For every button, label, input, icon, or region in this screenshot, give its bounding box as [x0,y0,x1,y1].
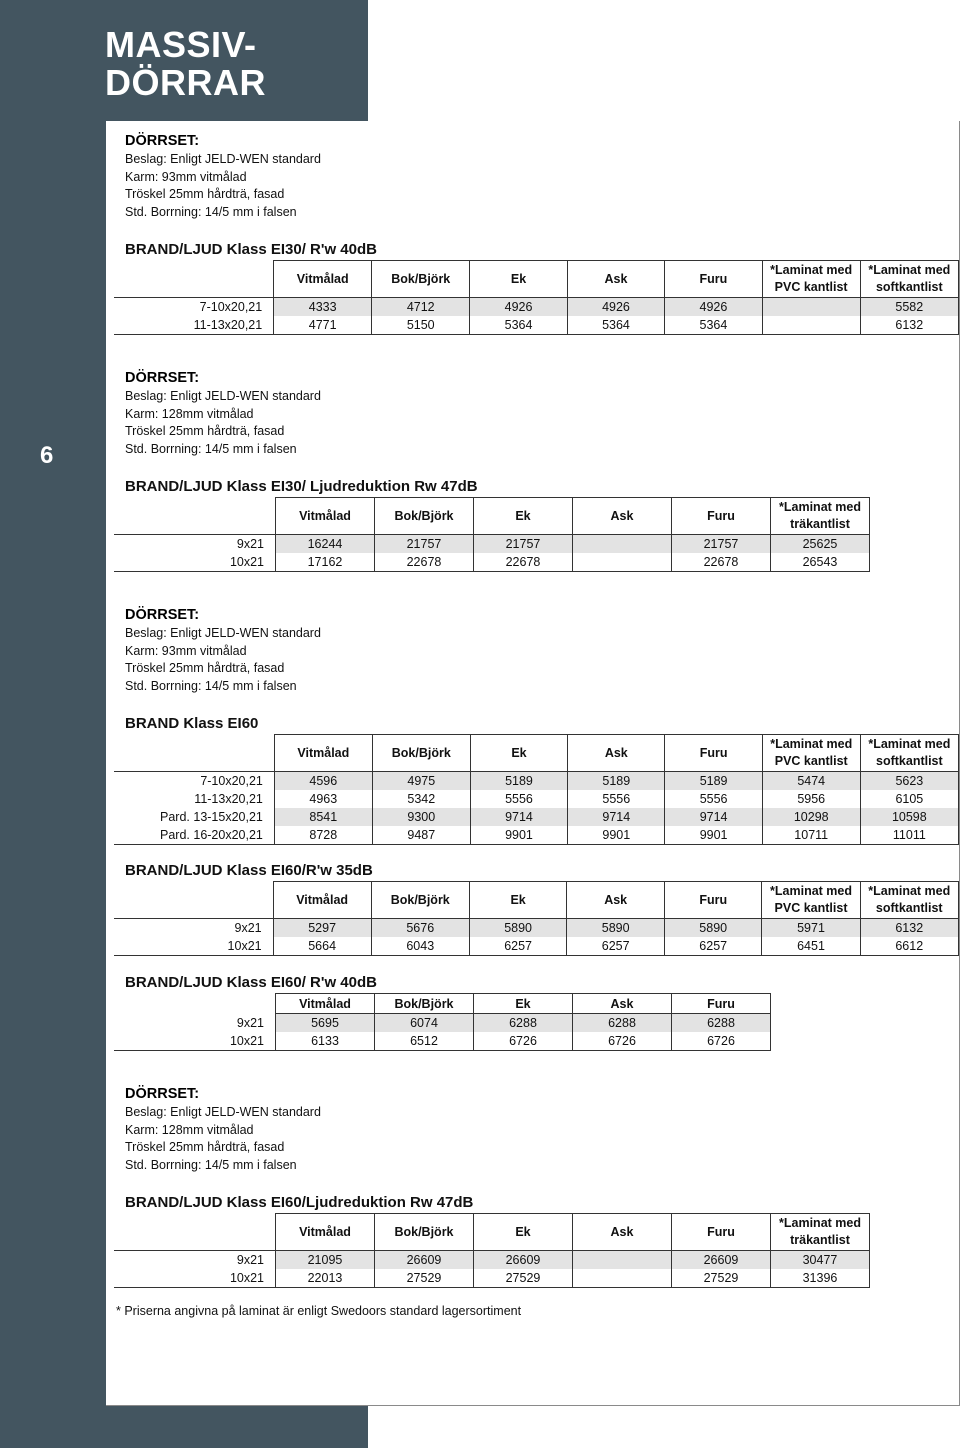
price-cell: 21757 [672,535,771,554]
column-header: Bok/Björk [375,994,474,1014]
price-cell: 4963 [274,790,372,808]
table-title: BRAND/LJUD Klass EI60/R'w 35dB [125,862,373,879]
bottom-band [106,1405,368,1448]
price-cell: 4771 [274,316,372,335]
price-cell: 30477 [771,1251,870,1270]
column-header: Ek [470,261,567,298]
column-header: *Laminat med PVC kantlist [762,882,860,919]
price-cell: 4333 [274,298,372,317]
column-header: Furu [672,498,771,535]
price-cell: 6512 [375,1032,474,1051]
price-cell: 5556 [665,790,762,808]
price-cell: 5556 [470,790,567,808]
price-cell: 5890 [469,919,567,938]
table-row [114,298,959,317]
price-cell: 6612 [860,937,958,956]
table-row [114,1032,771,1051]
row-label: 10x21 [114,937,273,956]
table-row [114,1251,870,1270]
row-label: 9x21 [236,1015,264,1030]
table-row [114,1269,870,1288]
table-row [114,826,959,845]
page-title-line-1: MASSIV- [105,24,257,65]
price-table-ei30-rw40 [114,260,959,335]
price-cell: 9714 [470,808,567,826]
column-header: *Laminat med PVC kantlist [762,735,860,772]
column-header: Ask [573,1214,672,1251]
price-cell: 8728 [274,826,372,845]
table-row [114,772,959,791]
page-title-line-2: DÖRRAR [105,62,266,103]
left-sidebar-band [0,0,106,1448]
footnote: * Priserna angivna på laminat är enligt Swedoors standard lagersortiment [116,1304,522,1318]
price-cell: 25625 [771,535,870,554]
price-cell: 6726 [573,1032,672,1051]
dorrset-line: Tröskel 25mm hårdträ, fasad [125,661,285,675]
price-cell: 9300 [372,808,470,826]
price-cell: 21095 [276,1251,375,1270]
column-header: Vitmålad [274,261,372,298]
price-cell: 21757 [375,535,474,554]
table-title: BRAND/LJUD Klass EI60/Ljudreduktion Rw 47dB [125,1194,474,1211]
price-cell: 5582 [860,298,958,317]
row-label: 11-13x20,21 [194,792,263,806]
price-cell: 5890 [567,919,665,938]
price-cell: 4596 [274,772,372,791]
price-table-ei60-rw35 [114,881,959,956]
dorrset-heading: DÖRRSET: [125,370,200,386]
price-cell: 4975 [372,772,470,791]
column-header: Vitmålad [276,498,375,535]
price-cell: 5623 [860,772,958,791]
column-header: Ek [474,1214,573,1251]
dorrset-info-1 [125,132,321,221]
price-cell: 9901 [568,826,665,845]
price-cell: 5556 [568,790,665,808]
column-header: Ask [567,261,664,298]
column-header: Furu [664,882,762,919]
price-cell: 5664 [273,937,371,956]
price-cell: 6257 [664,937,762,956]
price-cell: 6288 [474,1014,573,1033]
price-cell: 26609 [474,1251,573,1270]
price-cell: 5189 [568,772,665,791]
price-cell: 6451 [762,937,860,956]
column-header: Ask [573,498,672,535]
column-header: Vitmålad [276,1214,375,1251]
price-cell: 9714 [568,808,665,826]
dorrset-line: Karm: 128mm vitmålad [125,406,254,421]
column-header: Ask [567,882,665,919]
price-cell [573,1269,672,1288]
dorrset-line: Beslag: Enligt JELD-WEN standard [125,1105,321,1119]
price-cell [573,535,672,554]
price-cell: 27529 [474,1269,573,1288]
column-header: Furu [665,261,762,298]
price-cell: 10298 [762,808,860,826]
price-cell: 6132 [860,919,958,938]
price-cell: 4926 [470,298,567,317]
column-header: Ask [573,994,672,1014]
column-header: Vitmålad [274,735,372,772]
table-title: BRAND/LJUD Klass EI30/ Ljudreduktion Rw 47dB [125,478,478,495]
price-cell: 8541 [274,808,372,826]
price-cell: 6105 [860,790,958,808]
row-label: 10x21 [114,553,276,572]
dorrset-line: Beslag: Enligt JELD-WEN standard [125,626,321,640]
price-cell: 6288 [573,1014,672,1033]
price-cell: 6726 [672,1032,771,1051]
price-cell: 27529 [672,1269,771,1288]
dorrset-info-2 [125,369,321,458]
row-label: 10x21 [114,1269,276,1288]
row-label: 7-10x20,21 [200,774,263,788]
dorrset-line: Karm: 128mm vitmålad [125,1122,254,1137]
dorrset-line: Tröskel 25mm hårdträ, fasad [125,1140,285,1154]
price-cell: 6132 [860,316,958,335]
table-row [114,790,959,808]
price-cell: 6726 [474,1032,573,1051]
table-row [114,553,870,572]
price-cell: 5189 [665,772,762,791]
price-cell: 5364 [470,316,567,335]
price-cell [762,298,860,317]
dorrset-line: Beslag: Enligt JELD-WEN standard [125,152,321,166]
price-table-ei30-rw47 [114,497,870,572]
price-cell [762,316,860,335]
price-cell: 10711 [762,826,860,845]
dorrset-heading: DÖRRSET: [125,1086,200,1102]
column-header: Furu [672,994,771,1014]
price-cell: 22013 [276,1269,375,1288]
page-title [105,26,266,102]
dorrset-info-4 [125,1085,321,1174]
dorrset-line: Karm: 93mm vitmålad [125,169,247,184]
price-cell: 9901 [665,826,762,845]
column-header: Bok/Björk [375,498,474,535]
price-cell: 26609 [672,1251,771,1270]
price-cell: 27529 [375,1269,474,1288]
price-cell [573,553,672,572]
column-header: Bok/Björk [372,261,470,298]
price-cell: 5676 [371,919,469,938]
price-cell: 10598 [860,808,958,826]
price-cell: 31396 [771,1269,870,1288]
column-header: Bok/Björk [375,1214,474,1251]
row-label: 7-10x20,21 [199,300,263,314]
dorrset-line: Std. Borrning: 14/5 mm i falsen [125,678,297,693]
column-header: Ek [469,882,567,919]
price-cell: 5364 [665,316,762,335]
price-cell: 6133 [276,1032,375,1051]
price-cell: 6257 [469,937,567,956]
price-cell: 5971 [762,919,860,938]
price-table-ei60-rw47 [114,1213,870,1288]
column-header: Ask [568,735,665,772]
price-cell: 5297 [273,919,371,938]
price-cell: 5956 [762,790,860,808]
dorrset-line: Tröskel 25mm hårdträ, fasad [125,187,285,201]
table-row [114,919,959,938]
dorrset-line: Karm: 93mm vitmålad [125,643,247,658]
price-cell: 21757 [474,535,573,554]
price-cell: 5342 [372,790,470,808]
price-cell: 22678 [474,553,573,572]
table-title: BRAND/LJUD Klass EI60/ R'w 40dB [125,974,377,991]
row-label: Pard. 16-20x20,21 [114,826,274,845]
table-row [114,808,959,826]
column-header: Ek [470,735,567,772]
price-cell: 6288 [672,1014,771,1033]
column-header: *Laminat med softkantlist [860,261,958,298]
table-row [114,937,959,956]
price-cell: 4926 [665,298,762,317]
price-cell: 22678 [375,553,474,572]
column-header: *Laminat med softkantlist [860,735,958,772]
column-header: *Laminat med träkantlist [771,498,870,535]
row-label: 9x21 [236,537,264,551]
price-cell: 5364 [567,316,664,335]
price-cell: 5695 [276,1014,375,1033]
dorrset-heading: DÖRRSET: [125,133,200,149]
column-header: Vitmålad [273,882,371,919]
price-cell: 17162 [276,553,375,572]
dorrset-line: Std. Borrning: 14/5 mm i falsen [125,1157,297,1172]
column-header: Ek [474,498,573,535]
price-table-ei60-rw40 [114,993,771,1051]
price-cell: 5890 [664,919,762,938]
column-header: *Laminat med softkantlist [860,882,958,919]
dorrset-line: Std. Borrning: 14/5 mm i falsen [125,204,297,219]
column-header: Bok/Björk [371,882,469,919]
table-title: BRAND/LJUD Klass EI30/ R'w 40dB [125,241,377,258]
price-cell: 5150 [372,316,470,335]
table-row [114,535,870,554]
price-cell: 6043 [371,937,469,956]
column-header: *Laminat med PVC kantlist [762,261,860,298]
column-header: Ek [474,994,573,1014]
row-label: 9x21 [236,1253,264,1267]
price-cell [573,1251,672,1270]
price-cell: 5189 [470,772,567,791]
price-cell: 11011 [860,826,958,845]
column-header: Furu [665,735,762,772]
dorrset-info-3 [125,606,321,695]
price-cell: 4926 [567,298,664,317]
table-row [114,316,959,335]
price-cell: 22678 [672,553,771,572]
column-header: Furu [672,1214,771,1251]
price-content-panel [106,121,960,1406]
price-table-ei60 [114,734,959,845]
column-header: *Laminat med träkantlist [771,1214,870,1251]
price-cell: 6257 [567,937,665,956]
dorrset-line: Tröskel 25mm hårdträ, fasad [125,424,285,438]
row-label: 9x21 [234,921,262,935]
dorrset-heading: DÖRRSET: [125,607,200,623]
row-label: Pard. 13-15x20,21 [160,810,263,824]
dorrset-line: Std. Borrning: 14/5 mm i falsen [125,441,297,456]
price-cell: 9901 [470,826,567,845]
table-title: BRAND Klass EI60 [125,715,259,732]
price-cell: 6074 [375,1014,474,1033]
page-number: 6 [40,442,54,469]
row-label: 10x21 [114,1032,276,1051]
column-header: Vitmålad [276,994,375,1014]
price-cell: 5474 [762,772,860,791]
price-cell: 4712 [372,298,470,317]
price-cell: 26609 [375,1251,474,1270]
column-header: Bok/Björk [372,735,470,772]
price-cell: 26543 [771,553,870,572]
table-row [114,1014,771,1033]
price-cell: 9487 [372,826,470,845]
dorrset-line: Beslag: Enligt JELD-WEN standard [125,389,321,403]
row-label: 11-13x20,21 [114,316,274,335]
price-cell: 9714 [665,808,762,826]
price-cell: 16244 [276,535,375,554]
